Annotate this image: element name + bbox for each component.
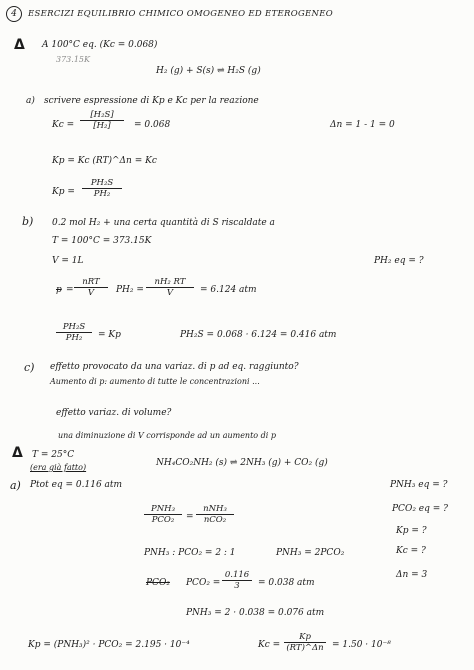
kp-numerator: PH₂S xyxy=(82,178,122,189)
kc-value: = 0.068 xyxy=(134,120,171,130)
mole-ratio-denominator: nCO₂ xyxy=(203,515,227,525)
stoich-ratio: PNH₃ : PCO₂ = 2 : 1 xyxy=(144,548,236,558)
kp-denominator: PH₂ xyxy=(93,189,111,199)
ex1-temp-kelvin: 373.15K xyxy=(56,55,90,64)
kc-result: = 1.50 · 10⁻⁸ xyxy=(332,640,391,650)
pco2-fraction xyxy=(222,570,252,591)
crossed-out-term: PCO₂ xyxy=(146,578,170,588)
kc-lhs-2: Kc = xyxy=(258,640,281,650)
ex2-question-pnh3: PNH₃ eq = ? xyxy=(390,480,448,490)
delta-n-1: Δn = 1 - 1 = 0 xyxy=(330,120,395,130)
pv-fraction xyxy=(74,277,108,298)
ex2-question-kc: Kc = ? xyxy=(396,546,426,556)
ph2s-value: PH₂S = 0.068 · 6.124 = 0.416 atm xyxy=(180,330,337,340)
pco2-numerator: 0.116 xyxy=(222,570,252,581)
pco2-lhs: PCO₂ = xyxy=(186,578,221,588)
kc-fraction-2 xyxy=(284,632,326,653)
pco2-value: = 0.038 atm xyxy=(258,578,315,588)
ex2-note: (era già fatto) xyxy=(30,463,87,472)
ex1-a-label: a) xyxy=(26,96,35,106)
ph2-lhs: PH₂ = xyxy=(116,285,144,295)
ex1-b-statement: 0.2 mol H₂ + una certa quantità di S riscaldate a xyxy=(52,218,275,228)
pco2-denominator: 3 xyxy=(234,581,240,591)
ex2-reaction: NH₄CO₂NH₂ (s) ⇌ 2NH₃ (g) + CO₂ (g) xyxy=(156,458,328,468)
delta-marker-1: Δ xyxy=(14,37,25,53)
ex1-b-temperature: T = 100°C = 373.15K xyxy=(52,236,152,246)
kp-ratio-fraction xyxy=(56,322,92,343)
ex1-b-volume: V = 1L xyxy=(52,256,84,266)
kc-numerator-2: Kp xyxy=(284,632,326,643)
ph2-fraction xyxy=(146,277,194,298)
mole-ratio-numerator: nNH₃ xyxy=(196,504,234,515)
ex1-c-question-2: effetto variaz. di volume? xyxy=(56,408,172,418)
mole-ratio-fraction xyxy=(196,504,234,525)
kp-ratio-equals: = Kp xyxy=(98,330,121,340)
ex2-ptot: Ptot eq = 0.116 atm xyxy=(30,480,123,490)
pressure-ratio-equals: = xyxy=(186,512,194,522)
ex1-b-question: PH₂ eq = ? xyxy=(374,256,424,266)
ph2-value: = 6.124 atm xyxy=(200,285,257,295)
exercise-number: 4 xyxy=(6,6,22,22)
delta-marker-2: Δ xyxy=(12,445,23,461)
ex2-question-kp: Kp = ? xyxy=(396,526,427,536)
kp-ratio-denominator: PH₂ xyxy=(65,333,83,343)
kp-result: Kp = (PNH₃)² · PCO₂ = 2.195 · 10⁻⁴ xyxy=(28,640,190,650)
page-title: ESERCIZI EQUILIBRIO CHIMICO OMOGENEO ED ETEROGENEO xyxy=(28,9,334,19)
ex1-conditions: A 100°C eq. (Kc = 0.068) xyxy=(42,40,158,50)
pv-numerator: nRT xyxy=(74,277,108,288)
ex1-c-label: c) xyxy=(24,361,35,374)
ph2-denominator: V xyxy=(166,288,174,298)
kp-lhs: Kp = xyxy=(52,187,75,197)
kp-kc-relation: Kp = Kc (RT)^Δn = Kc xyxy=(52,156,157,166)
pnh3-value: PNH₃ = 2 · 0.038 = 0.076 atm xyxy=(186,608,325,618)
ph2-numerator: nH₂ RT xyxy=(146,277,194,288)
delta-n-2: Δn = 3 xyxy=(396,570,428,580)
ex1-c-answer: Aumento di p: aumento di tutte le concentrazioni ... xyxy=(50,377,260,386)
pressure-ratio-fraction xyxy=(144,504,182,525)
pv-lhs: p xyxy=(56,285,62,295)
ex1-b-label: b) xyxy=(22,215,34,228)
ex1-c-answer-2: una diminuzione di V corrisponde ad un aumento di p xyxy=(58,431,276,440)
kc-fraction xyxy=(80,110,124,131)
ex2-temperature: T = 25°C xyxy=(32,450,75,460)
pressure-ratio-denominator: PCO₂ xyxy=(151,515,175,525)
ex1-c-question: effetto provocato da una variaz. di p ad eq. raggiunto? xyxy=(50,362,299,372)
stoich-relation: PNH₃ = 2PCO₂ xyxy=(276,548,345,558)
kp-fraction xyxy=(82,178,122,199)
pv-equals: = xyxy=(66,285,74,295)
pressure-ratio-numerator: PNH₃ xyxy=(144,504,182,515)
pv-denominator: V xyxy=(87,288,95,298)
ex1-reaction: H₂ (g) + S(s) ⇌ H₂S (g) xyxy=(156,66,261,76)
kc-numerator: [H₂S] xyxy=(80,110,124,121)
ex1-a-question: scrivere espressione di Kp e Kc per la reazione xyxy=(44,96,259,106)
ex2-a-label: a) xyxy=(10,479,21,492)
kc-denominator: [H₂] xyxy=(93,121,111,131)
kc-denominator-2: (RT)^Δn xyxy=(286,643,324,653)
kc-lhs: Kc = xyxy=(52,120,75,130)
kp-ratio-numerator: PH₂S xyxy=(56,322,92,333)
ex2-question-pco2: PCO₂ eq = ? xyxy=(392,504,448,514)
